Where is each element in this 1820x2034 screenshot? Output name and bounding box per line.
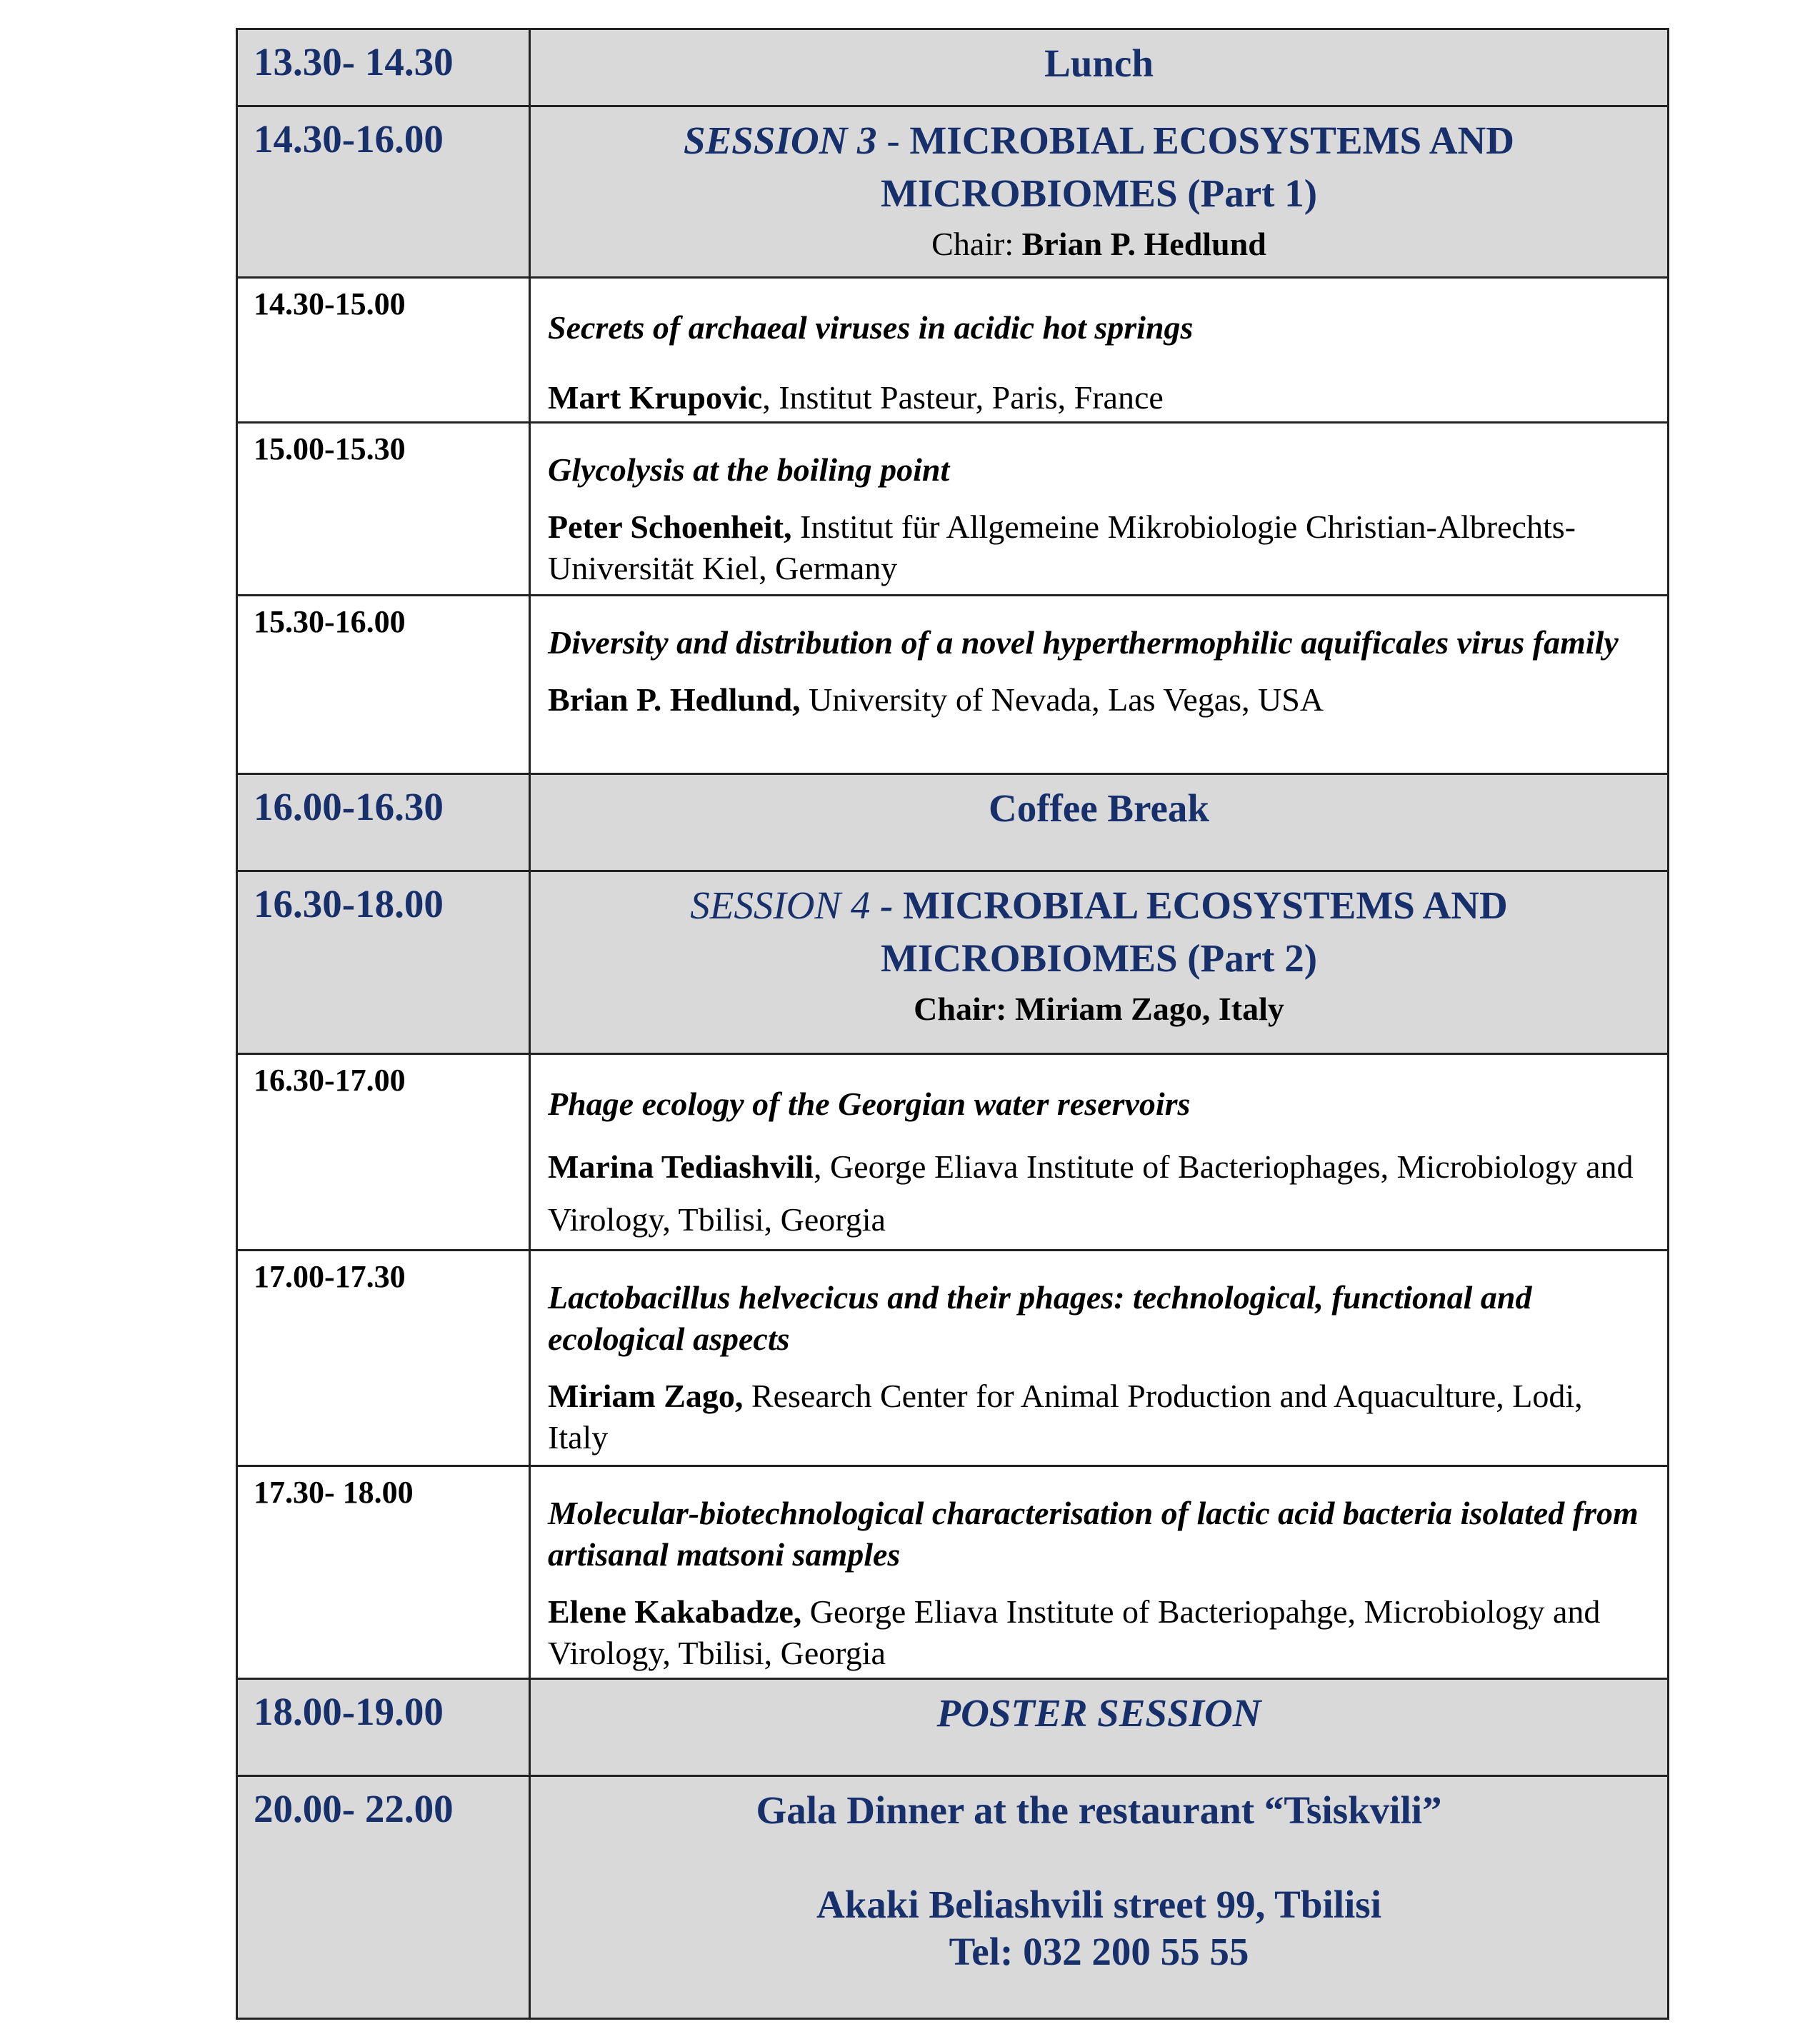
row-talk <box>237 1251 1669 1466</box>
row-talk <box>237 1054 1669 1251</box>
session-title <box>531 872 1667 985</box>
poster-session-label: POSTER SESSION <box>936 1691 1261 1735</box>
row-time: 15.30-16.00 <box>254 604 406 639</box>
row-talk <box>237 596 1669 774</box>
row-time: 17.00-17.30 <box>254 1259 406 1294</box>
time-cell <box>237 106 530 278</box>
session-chair <box>531 220 1667 273</box>
row-time: 14.30-16.00 <box>254 117 444 161</box>
talk-speaker-line <box>548 506 1650 589</box>
speaker-name: Marina Tediashvili <box>548 1148 814 1185</box>
row-poster-session <box>237 1679 1669 1776</box>
session-title <box>531 107 1667 220</box>
chair-name: Brian P. Hedlund <box>1021 226 1266 262</box>
row-time: 16.30-17.00 <box>254 1063 406 1098</box>
talk-speaker-line <box>548 377 1650 419</box>
session-title-line2: MICROBIOMES (Part 1) <box>880 171 1318 215</box>
time-cell <box>237 1679 530 1776</box>
session-name: SESSION 3 - <box>684 119 910 162</box>
gala-title: Gala Dinner at the restaurant “Tsiskvili” <box>756 1788 1442 1832</box>
row-session-3 <box>237 106 1669 278</box>
agenda-table <box>236 28 1669 2020</box>
session-title-line1: MICROBIAL ECOSYSTEMS AND <box>903 883 1508 927</box>
row-gala-dinner <box>237 1776 1669 2019</box>
speaker-affiliation: George Eliava Institute of Bacteriopahge, Microbiology and Virology, Tbilisi, Georgia <box>548 1593 1601 1671</box>
content-cell <box>530 278 1669 423</box>
row-time: 20.00- 22.00 <box>254 1787 454 1830</box>
gala-phone: Tel: 032 200 55 55 <box>949 1930 1249 1973</box>
speaker-name: Elene Kakabadze, <box>548 1593 802 1630</box>
row-time: 13.30- 14.30 <box>254 40 454 84</box>
row-lunch <box>237 29 1669 106</box>
content-cell <box>530 1466 1669 1679</box>
talk-speaker-line <box>548 1141 1650 1246</box>
row-time: 18.00-19.00 <box>254 1690 444 1733</box>
speaker-name: Peter Schoenheit, <box>548 508 792 545</box>
content-cell <box>530 596 1669 774</box>
time-cell <box>237 1251 530 1466</box>
row-time: 14.30-15.00 <box>254 286 406 321</box>
talk-title: Lactobacillus helvecicus and their phages: technological, functional and ecological aspects <box>548 1279 1532 1357</box>
content-cell <box>530 106 1669 278</box>
row-talk <box>237 278 1669 423</box>
talk-speaker-line <box>548 1376 1650 1458</box>
speaker-name: Brian P. Hedlund, <box>548 681 801 718</box>
row-time: 16.00-16.30 <box>254 785 444 828</box>
speaker-name: Miriam Zago, <box>548 1378 744 1414</box>
content-cell <box>530 423 1669 596</box>
time-cell <box>237 871 530 1054</box>
gala-address: Akaki Beliashvili street 99, Tbilisi <box>816 1883 1381 1926</box>
talk-speaker-line <box>548 679 1650 721</box>
speaker-affiliation: University of Nevada, Las Vegas, USA <box>800 681 1324 718</box>
talk-title: Glycolysis at the boiling point <box>548 451 950 488</box>
talk-title: Phage ecology of the Georgian water reservoirs <box>548 1086 1191 1122</box>
content-cell <box>530 1251 1669 1466</box>
row-session-4 <box>237 871 1669 1054</box>
session-name: SESSION 4 - <box>690 883 904 927</box>
row-talk <box>237 1466 1669 1679</box>
talk-speaker-line <box>548 1591 1650 1674</box>
time-cell <box>237 278 530 423</box>
content-cell <box>530 1054 1669 1251</box>
time-cell <box>237 29 530 106</box>
chair-label: Chair: <box>931 226 1022 262</box>
coffee-break-label: Coffee Break <box>988 786 1210 830</box>
speaker-affiliation: Institut für Allgemeine Mikrobiologie Christian-Albrechts-Universität Kiel, Germany <box>548 508 1576 586</box>
lunch-label: Lunch <box>1044 41 1154 85</box>
row-coffee-break <box>237 774 1669 871</box>
speaker-affiliation: , Institut Pasteur, Paris, France <box>762 379 1164 416</box>
time-cell <box>237 423 530 596</box>
row-time: 16.30-18.00 <box>254 882 444 926</box>
speaker-name: Mart Krupovic <box>548 379 763 416</box>
content-cell <box>530 871 1669 1054</box>
content-cell <box>530 29 1669 106</box>
talk-title: Molecular-biotechnological characterisation of lactic acid bacteria isolated from artisanal matsoni samples <box>548 1495 1639 1573</box>
row-time: 15.00-15.30 <box>254 431 406 466</box>
session-title-line1: MICROBIAL ECOSYSTEMS AND <box>909 119 1514 162</box>
row-talk <box>237 423 1669 596</box>
content-cell <box>530 1776 1669 2019</box>
time-cell <box>237 774 530 871</box>
session-chair: Chair: Miriam Zago, Italy <box>914 991 1284 1027</box>
content-cell <box>530 1679 1669 1776</box>
session-title-line2: MICROBIOMES (Part 2) <box>880 936 1318 980</box>
time-cell <box>237 1466 530 1679</box>
time-cell <box>237 1776 530 2019</box>
speaker-affiliation: Research Center for Animal Production and Aquaculture, Lodi, Italy <box>548 1378 1583 1456</box>
talk-title: Diversity and distribution of a novel hyperthermophilic aquificales virus family <box>548 624 1619 661</box>
gala-dinner-block <box>531 1777 1667 1975</box>
time-cell <box>237 1054 530 1251</box>
talk-title: Secrets of archaeal viruses in acidic hot springs <box>548 309 1194 346</box>
time-cell <box>237 596 530 774</box>
speaker-affiliation: , George Eliava Institute of Bacteriophages, Microbiology and Virology, Tbilisi, Georgia <box>548 1148 1634 1238</box>
row-time: 17.30- 18.00 <box>254 1475 414 1510</box>
content-cell <box>530 774 1669 871</box>
